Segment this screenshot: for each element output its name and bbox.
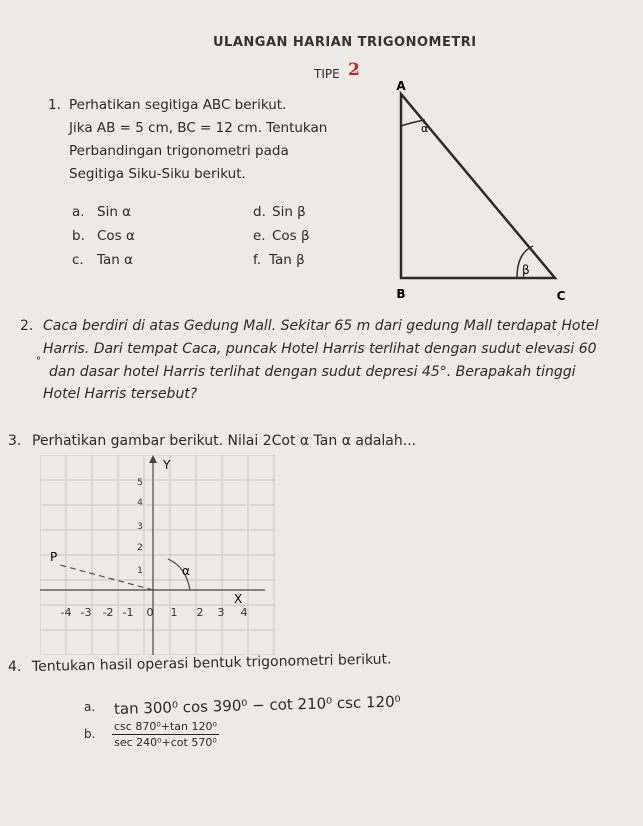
y-tick: 5 [137,478,143,488]
q1-option-text: Tan β [269,252,305,268]
q1-option-label: c. [72,252,84,268]
q4-text: Tentukan hasil operasi bentuk trigonometri berikut. [31,651,392,675]
y-tick: 1 [137,566,143,576]
x-tick: -3 [80,606,92,619]
q1-option-label: b. [72,228,85,244]
q2-line2: Harris. Dari tempat Caca, puncak Hotel Harris terlihat dengan sudut elevasi 60 [43,341,597,357]
q4b-numerator: csc 870⁰+tan 120⁰ [114,720,217,733]
x-axis-label: X [234,592,243,606]
q1-option-label: e. [253,228,266,244]
q1-option-text: Cos β [272,228,310,244]
q1-line1: Perhatikan segitiga ABC berikut. [69,97,287,113]
y-axis-label: Y [163,458,171,472]
q4b-label: b. [84,727,96,741]
q1-option-text: Cos α [97,228,135,244]
q1-option-label: d. [253,204,266,220]
x-tick: -2 [102,606,114,619]
x-tick: -4 [60,606,72,619]
coordinate-graph [40,455,275,655]
q1-option-text: Sin α [97,204,132,220]
q1-line4: Segitiga Siku-Siku berikut. [69,166,246,182]
q4-number: 4. [8,659,22,675]
vertex-a-label: A [396,79,406,93]
q1-number: 1. [48,97,61,113]
beta-label: β [522,263,530,277]
q1-option-label: a. [72,204,85,220]
grid-lines [40,455,275,655]
q3-text: Perhatikan gambar berikut. Nilai 2Cot α Tan α adalah... [32,433,417,449]
q1-option-text: Sin β [272,204,306,220]
x-tick: 2 [196,606,204,619]
alpha-label: α [421,122,429,135]
x-tick: 4 [240,606,248,619]
angle-alpha-label: α [182,564,190,578]
x-tick: 1 [170,606,178,619]
q4b-fraction [112,720,219,749]
tipe-label: TIPE [314,67,340,81]
q2-degree-mark: ° [36,356,41,367]
q2-line1: Caca berdiri di atas Gedung Mall. Sekitar 65 m dari gedung Mall terdapat Hotel [43,318,599,334]
q1-option-label: f. [253,252,262,268]
q4b-denominator: sec 240⁰+cot 570⁰ [114,736,217,749]
q4a-label: a. [84,700,96,714]
q2-line4: Hotel Harris tersebut? [43,386,198,402]
vertex-b-label: B [396,287,406,301]
q2-number: 2. [20,318,34,334]
x-tick: 3 [217,606,225,619]
y-tick: 3 [137,522,143,532]
page-title: ULANGAN HARIAN TRIGONOMETRI [213,35,477,50]
point-p-label: P [50,550,58,564]
y-axis-arrow [149,455,157,463]
q4a-expression: tan 300⁰ cos 390⁰ − cot 210⁰ csc 120⁰ [113,692,401,718]
tipe-number: 2 [348,60,360,80]
x-tick: 0 [146,606,154,619]
vertex-c-label: C [556,289,566,303]
q2-line3: dan dasar hotel Harris terlihat dengan sudut depresi 45°. Berapakah tinggi [49,364,576,380]
x-tick: -1 [122,606,134,619]
q1-line3: Perbandingan trigonometri pada [69,143,289,159]
q1-option-text: Tan α [97,252,134,268]
q3-number: 3. [8,433,22,449]
y-tick: 4 [137,498,143,508]
q1-line2: Jika AB = 5 cm, BC = 12 cm. Tentukan [69,120,328,136]
y-tick: 2 [137,543,143,553]
triangle-figure [385,78,585,308]
